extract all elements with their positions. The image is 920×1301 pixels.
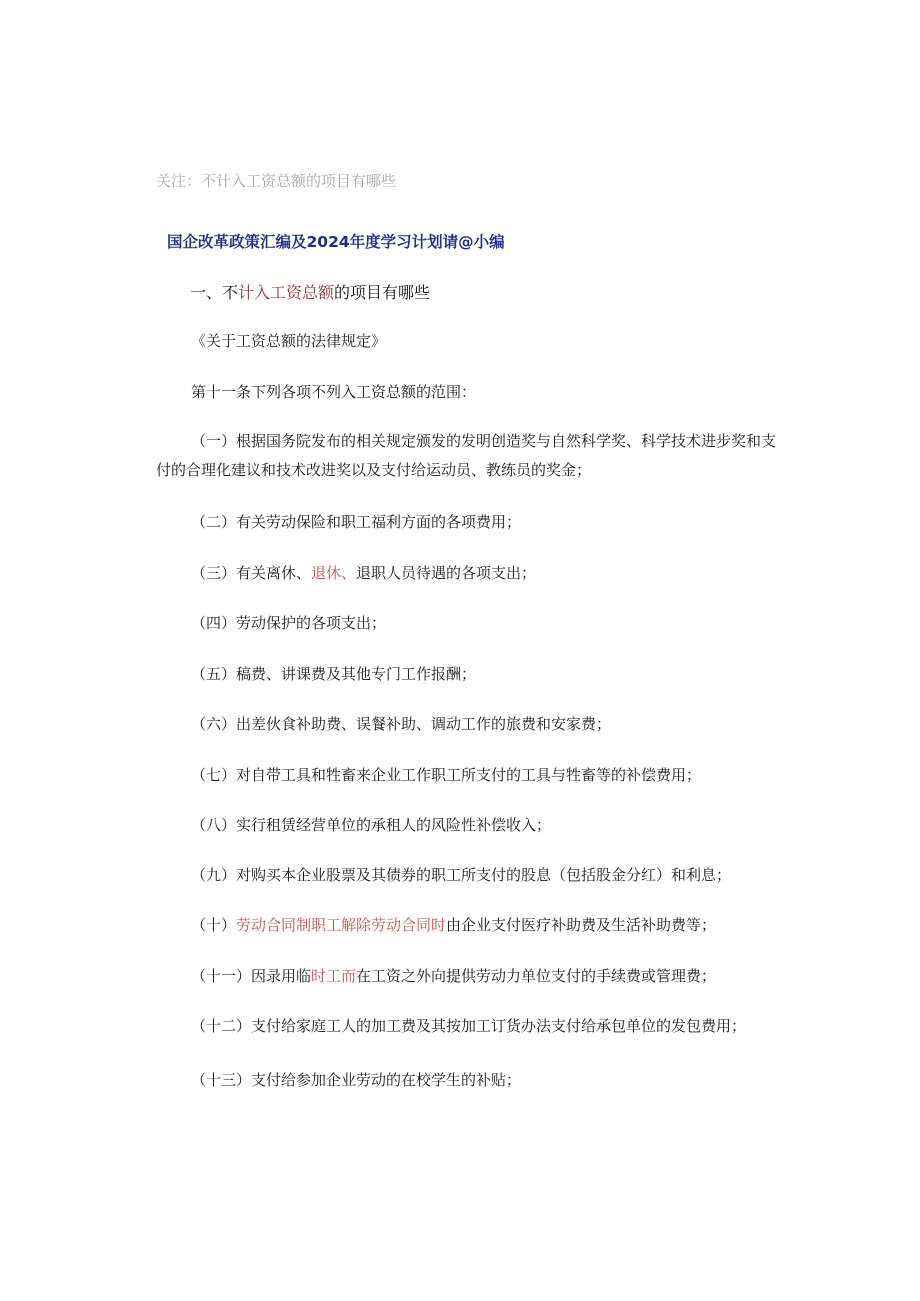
list-item-4: （四）劳动保护的各项支出； [191, 614, 387, 632]
list-item-7: （七）对自带工具和牲畜来企业工作职工所支付的工具与牲畜等的补偿费用； [191, 766, 702, 784]
heading-suffix: 的项目有哪些 [334, 283, 431, 302]
list-item-8: （八）实行租赁经营单位的承租人的风险性补偿收入； [191, 816, 552, 834]
list-item-3 [191, 563, 536, 583]
heading-prefix: 一、不 [190, 283, 239, 302]
list-item-5: （五）稿费、讲课费及其他专门工作报酬； [191, 665, 477, 683]
list-item-12: （十二）支付给家庭工人的加工费及其按加工订货办法支付给承包单位的发包费用； [191, 1017, 747, 1035]
doc-title: 《关于工资总额的法律规定》 [191, 332, 387, 350]
article-intro: 第十一条下列各项不列入工资总额的范围： [191, 383, 477, 401]
list-item-13: （十三）支付给参加企业劳动的在校学生的补贴； [191, 1071, 522, 1089]
item-11-suffix: 在工资之外向提供劳动力单位支付的手续费或管理费； [356, 967, 717, 985]
item-10-highlight[interactable]: 劳动合同制职工解除劳动合同时 [236, 916, 447, 934]
list-item-6: （六）出差伙食补助费、误餐补助、调动工作的旅费和安家费； [191, 715, 612, 733]
list-item-11 [191, 966, 716, 986]
item-10-prefix: （十） [191, 916, 237, 934]
list-item-2: （二）有关劳动保险和职工福利方面的各项费用； [191, 513, 522, 531]
promo-link[interactable]: 国企改革政策汇编及2024年度学习计划请@小编 [167, 233, 505, 251]
item-3-suffix: 退职人员待遇的各项支出； [356, 564, 537, 582]
item-11-highlight[interactable]: 时工而 [311, 967, 357, 985]
item-10-suffix: 由企业支付医疗补助费及生活补助费等； [446, 916, 717, 934]
list-item-10 [191, 915, 716, 935]
heading-highlight: 计入工资总额 [238, 283, 335, 302]
list-item-9: （九）对购买本企业股票及其债券的职工所支付的股息（包括股金分红）和利息； [191, 866, 732, 884]
list-item-1: （一）根据国务院发布的相关规定颁发的发明创造奖与自然科学奖、科学技术进步奖和支付的合理化建议和技术改进奖以及支付给运动员、教练员的奖金； [156, 432, 777, 479]
follow-note: 关注：不计入工资总额的项目有哪些 [156, 172, 397, 190]
item-11-prefix: （十一）因录用临 [191, 967, 312, 985]
item-3-prefix: （三）有关离休、 [191, 564, 312, 582]
item-3-highlight[interactable]: 退休、 [311, 564, 357, 582]
section-heading [190, 283, 430, 303]
